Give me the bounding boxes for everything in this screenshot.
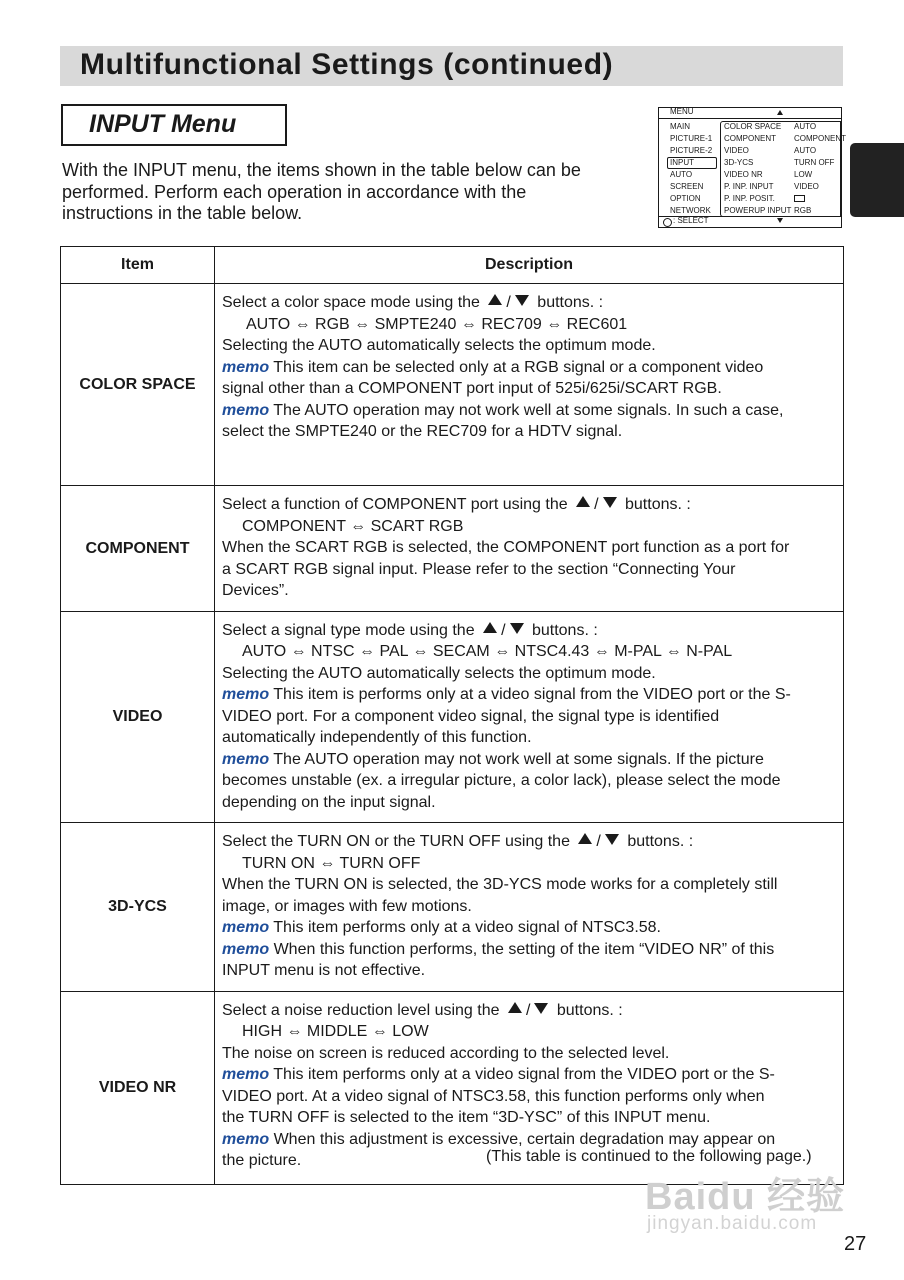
memo-text: The AUTO operation may not work well at some signals. If the picture bbox=[273, 750, 764, 768]
memo-text: When this function performs, the setting of the item “VIDEO NR” of this bbox=[273, 940, 775, 958]
osd-submenu-items bbox=[724, 121, 791, 217]
osd-main-menu bbox=[670, 121, 717, 217]
select-line bbox=[222, 1000, 837, 1022]
select-line bbox=[222, 620, 837, 642]
up-arrow-icon bbox=[483, 622, 497, 633]
select-line bbox=[222, 494, 837, 516]
select-text: Select a noise reduction level using the bbox=[222, 1001, 500, 1019]
memo-line bbox=[222, 917, 837, 939]
select-text: Select a color space mode using the bbox=[222, 294, 480, 311]
memo-label: memo bbox=[222, 686, 270, 703]
memo-text: This item can be selected only at a RGB signal or a component video bbox=[273, 358, 764, 376]
desc-line: a SCART RGB signal input. Please refer to the section “Connecting Your bbox=[222, 560, 736, 578]
select-text: buttons. : bbox=[537, 294, 604, 311]
memo-line: the TURN OFF is selected to the item “3D-YSC” of this INPUT menu. bbox=[222, 1109, 711, 1126]
memo-line bbox=[222, 684, 837, 706]
memo-text: When this adjustment is excessive, certain degradation may appear on bbox=[273, 1130, 776, 1148]
osd-sub-item: VIDEO NR bbox=[724, 170, 763, 179]
memo-text: The AUTO operation may not work well at some signals. In such a case, bbox=[273, 401, 784, 419]
memo-text: This item performs only at a video signal of NTSC3.58. bbox=[273, 919, 661, 936]
osd-sub-item: POWERUP INPUT bbox=[724, 206, 792, 215]
osd-header-label: MENU bbox=[670, 107, 694, 116]
memo-line bbox=[222, 1129, 837, 1151]
memo-line: depending on the input signal. bbox=[222, 793, 436, 811]
slash: / bbox=[501, 621, 506, 639]
table-row bbox=[61, 284, 844, 486]
memo-line: becomes unstable (ex. a irregular picture, a color lack), please select the mode bbox=[222, 772, 781, 789]
osd-sub-value: TURN OFF bbox=[794, 158, 835, 167]
menu-title-box bbox=[61, 104, 287, 146]
memo-label: memo bbox=[222, 358, 270, 376]
memo-label: memo bbox=[222, 401, 270, 419]
options-line: AUTO ⇔ NTSC ⇔ PAL ⇔ SECAM ⇔ NTSC4.43 ⇔ M-PAL ⇔ N-PAL bbox=[242, 643, 733, 660]
memo-text: This item is performs only at a video signal from the VIDEO port or the S- bbox=[273, 686, 791, 703]
options-line: TURN ON ⇔ TURN OFF bbox=[242, 854, 421, 872]
select-text: buttons. : bbox=[627, 833, 694, 850]
osd-main-item: MAIN bbox=[670, 122, 690, 131]
table-row bbox=[61, 823, 844, 992]
slash: / bbox=[596, 833, 601, 850]
intro-line: performed. Perform each operation in accordance with the bbox=[62, 181, 527, 202]
memo-line: VIDEO port. For a component video signal, the signal type is identified bbox=[222, 707, 720, 725]
osd-sub-item: P. INP. INPUT bbox=[724, 182, 774, 191]
options-line: AUTO ⇔ RGB ⇔ SMPTE240 ⇔ REC709 ⇔ REC601 bbox=[246, 315, 628, 333]
osd-up-arrow-icon bbox=[777, 110, 783, 115]
title-bar bbox=[60, 46, 843, 86]
osd-footer bbox=[659, 216, 841, 227]
osd-main-item: SCREEN bbox=[670, 182, 704, 191]
desc-line: Devices”. bbox=[222, 582, 289, 599]
column-header-item: Item bbox=[61, 247, 215, 284]
osd-sub-item: 3D-YCS bbox=[724, 158, 754, 167]
item-name: COLOR SPACE bbox=[61, 284, 215, 486]
down-arrow-icon bbox=[605, 834, 619, 845]
desc-line: image, or images with few motions. bbox=[222, 897, 472, 915]
osd-sub-value bbox=[794, 193, 846, 205]
watermark-url: jingyan.baidu.com bbox=[647, 1213, 818, 1234]
osd-sub-item: COMPONENT bbox=[724, 134, 776, 143]
up-arrow-icon bbox=[488, 294, 502, 305]
osd-main-item-selected: INPUT bbox=[667, 157, 717, 169]
osd-main-item: AUTO bbox=[670, 170, 693, 179]
select-line bbox=[222, 831, 837, 853]
item-name: 3D-YCS bbox=[61, 823, 215, 992]
item-description bbox=[215, 823, 844, 992]
osd-submenu-values bbox=[794, 121, 846, 217]
select-text: Select a signal type mode using the bbox=[222, 621, 475, 639]
memo-line bbox=[222, 357, 837, 379]
column-header-description: Description bbox=[215, 247, 844, 284]
up-arrow-icon bbox=[576, 496, 590, 507]
select-line bbox=[222, 292, 837, 314]
down-arrow-icon bbox=[603, 497, 617, 508]
osd-main-item: OPTION bbox=[670, 194, 701, 203]
item-name: COMPONENT bbox=[61, 486, 215, 612]
select-text: buttons. : bbox=[531, 621, 598, 639]
item-name: VIDEO NR bbox=[61, 991, 215, 1184]
osd-sub-value: AUTO bbox=[794, 146, 817, 155]
input-menu-table bbox=[60, 246, 844, 1185]
memo-line: select the SMPTE240 or the REC709 for a HDTV signal. bbox=[222, 423, 623, 440]
watermark-logo: Baidu 经验 bbox=[645, 1176, 846, 1218]
slash: / bbox=[506, 294, 511, 311]
memo-line: automatically independently of this function. bbox=[222, 729, 532, 746]
down-arrow-icon bbox=[515, 295, 529, 306]
osd-menu-screenshot bbox=[658, 107, 846, 228]
memo-line bbox=[222, 939, 837, 961]
desc-line: When the SCART RGB is selected, the COMPONENT port function as a port for bbox=[222, 539, 790, 556]
side-tab-marker bbox=[850, 143, 904, 217]
intro-line: With the INPUT menu, the items shown in the table below can be bbox=[62, 160, 581, 180]
slash: / bbox=[525, 1001, 531, 1019]
page-title: Multifunctional Settings (continued) bbox=[80, 48, 614, 81]
osd-sub-value: COMPONENT bbox=[794, 134, 846, 143]
options-line: HIGH ⇔ MIDDLE ⇔ LOW bbox=[242, 1023, 429, 1040]
position-icon bbox=[794, 195, 805, 202]
memo-label: memo bbox=[222, 919, 270, 936]
osd-sub-value: VIDEO bbox=[794, 182, 819, 191]
table-row bbox=[61, 611, 844, 823]
table-header-row bbox=[61, 247, 844, 284]
select-text: buttons. : bbox=[625, 496, 691, 513]
osd-sub-item: COLOR SPACE bbox=[724, 122, 782, 131]
osd-sub-value: LOW bbox=[794, 170, 813, 179]
item-description bbox=[215, 611, 844, 823]
desc-line: The noise on screen is reduced according to the selected level. bbox=[222, 1044, 670, 1062]
table-row bbox=[61, 486, 844, 612]
intro-line: instructions in the table below. bbox=[62, 203, 303, 223]
down-arrow-icon bbox=[510, 623, 524, 634]
page-number: 27 bbox=[844, 1233, 867, 1255]
memo-line bbox=[222, 749, 837, 771]
item-description bbox=[215, 284, 844, 486]
osd-header bbox=[659, 108, 841, 119]
osd-main-item: PICTURE-1 bbox=[670, 134, 713, 143]
osd-sub-item: VIDEO bbox=[724, 146, 749, 155]
up-arrow-icon bbox=[578, 833, 592, 844]
memo-line bbox=[222, 1064, 837, 1086]
osd-sub-item: P. INP. POSIT. bbox=[724, 194, 775, 203]
down-arrow-icon bbox=[534, 1003, 548, 1014]
slash: / bbox=[594, 496, 599, 513]
memo-label: memo bbox=[222, 750, 270, 768]
memo-line: INPUT menu is not effective. bbox=[222, 962, 426, 979]
memo-line bbox=[222, 400, 837, 422]
desc-line: When the TURN ON is selected, the 3D-YCS mode works for a completely still bbox=[222, 876, 778, 893]
select-text: buttons. : bbox=[556, 1001, 623, 1019]
memo-label: memo bbox=[222, 1130, 270, 1148]
memo-text: This item performs only at a video signal from the VIDEO port or the S- bbox=[273, 1066, 775, 1083]
osd-sub-value: AUTO bbox=[794, 122, 817, 131]
continued-note: (This table is continued to the following page.) bbox=[486, 1148, 812, 1165]
item-description bbox=[215, 486, 844, 612]
osd-main-item: PICTURE-2 bbox=[670, 146, 713, 155]
osd-sub-value: RGB bbox=[794, 206, 812, 215]
osd-footer-label: : SELECT bbox=[673, 216, 709, 225]
desc-line: Selecting the AUTO automatically selects the optimum mode. bbox=[222, 337, 656, 354]
select-text: Select a function of COMPONENT port using the bbox=[222, 496, 568, 513]
options-line: COMPONENT ⇔ SCART RGB bbox=[242, 517, 464, 535]
memo-line: VIDEO port. At a video signal of NTSC3.58, this function performs only when bbox=[222, 1087, 765, 1105]
desc-line: Selecting the AUTO automatically selects the optimum mode. bbox=[222, 664, 656, 682]
intro-text bbox=[62, 160, 642, 225]
menu-title: INPUT Menu bbox=[89, 110, 237, 138]
memo-line: signal other than a COMPONENT port input of 525i/625i/SCART RGB. bbox=[222, 380, 722, 397]
memo-line: the picture. bbox=[222, 1152, 302, 1169]
memo-label: memo bbox=[222, 1066, 270, 1083]
up-arrow-icon bbox=[508, 1002, 522, 1013]
joystick-icon bbox=[663, 218, 672, 227]
memo-label: memo bbox=[222, 940, 270, 958]
osd-main-item: NETWORK bbox=[670, 206, 711, 215]
select-text: Select the TURN ON or the TURN OFF using the bbox=[222, 833, 570, 850]
item-name: VIDEO bbox=[61, 611, 215, 823]
